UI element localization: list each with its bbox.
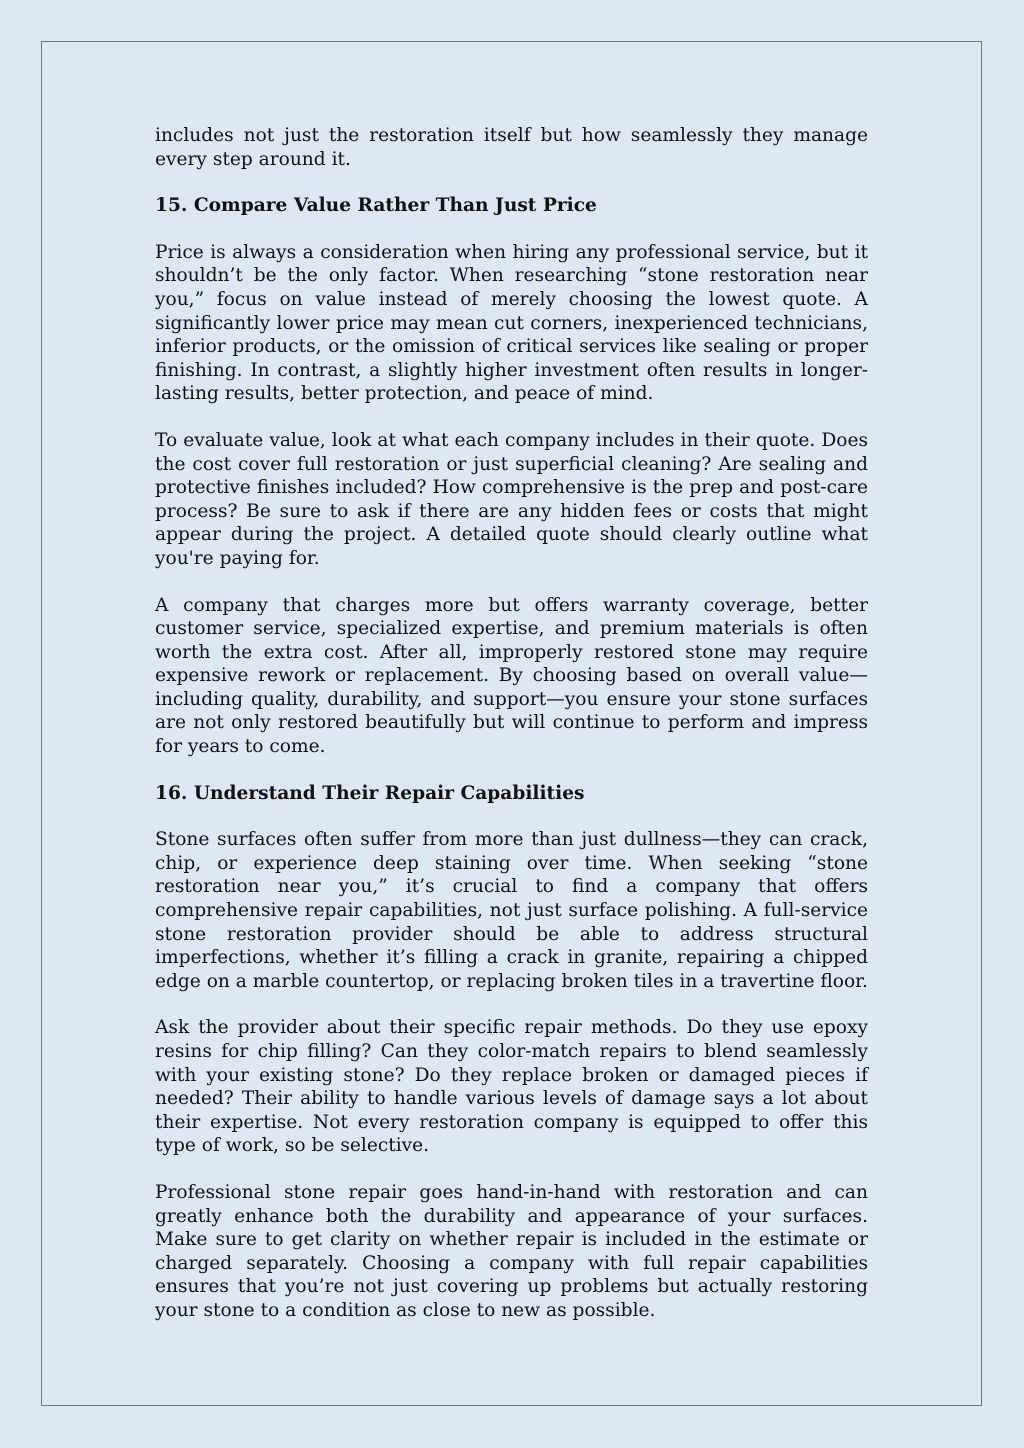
- paragraph-evaluate-value: To evaluate value, look at what each company includes in their quote. Does the cost cover full restoration or just superficial cleaning? Are sealing and protective finishes included? How comprehensive is the prep and post-care process? Be sure to ask if there are any hidden fees or costs that might appear during the project. A detailed quote should clearly outline what you're paying for.: [155, 429, 868, 569]
- section-heading-16: 16. Understand Their Repair Capabilities: [155, 782, 585, 804]
- document-body: [155, 124, 868, 1346]
- paragraph-repair-methods: Ask the provider about their specific repair methods. Do they use epoxy resins for chip filling? Can they color-match repairs to blend seamlessly with your existing stone? Do they replace broken or damaged pieces if needed? Their ability to handle various levels of damage says a lot about their expertise. Not every restoration company is equipped to offer this type of work, so be selective.: [155, 1017, 868, 1157]
- section-heading-15: 15. Compare Value Rather Than Just Price: [155, 195, 597, 217]
- paragraph-repair-benefits: Professional stone repair goes hand-in-hand with restoration and can greatly enhance both the durability and appearance of your surfaces. Make sure to get clarity on whether repair is included in the estimate or charged separately. Choosing a company with full repair capabilities ensures that you’re not just covering up problems but actually restoring your stone to a condition as close to new as possible.: [155, 1181, 868, 1321]
- paragraph-repair-needs: Stone surfaces often suffer from more than just dullness—they can crack, chip, or experience deep staining over time. When seeking “stone restoration near you,” it’s crucial to find a company that offers comprehensive repair capabilities, not just surface polishing. A full-service stone restoration provider should be able to address structural imperfections, whether it’s filling a crack in granite, repairing a chipped edge on a marble countertop, or replacing broken tiles in a travertine floor.: [155, 829, 868, 992]
- paragraph-continuation: includes not just the restoration itself but how seamlessly they manage every step around it.: [155, 125, 868, 170]
- paragraph-value-over-cost: A company that charges more but offers warranty coverage, better customer service, specialized expertise, and premium materials is often worth the extra cost. After all, improperly restored stone may require expensive rework or replacement. By choosing based on overall value—including quality, durability, and support—you ensure your stone surfaces are not only restored beautifully but will continue to perform and impress for years to come.: [155, 594, 868, 758]
- paragraph-price-consideration: Price is always a consideration when hiring any professional service, but it shouldn’t be the only factor. When researching “stone restoration near you,” focus on value instead of merely choosing the lowest quote. A significantly lower price may mean cut corners, inexperienced technicians, inferior products, or the omission of critical services like sealing or proper finishing. In contrast, a slightly higher investment often results in longer-lasting results, better protection, and peace of mind.: [155, 241, 868, 405]
